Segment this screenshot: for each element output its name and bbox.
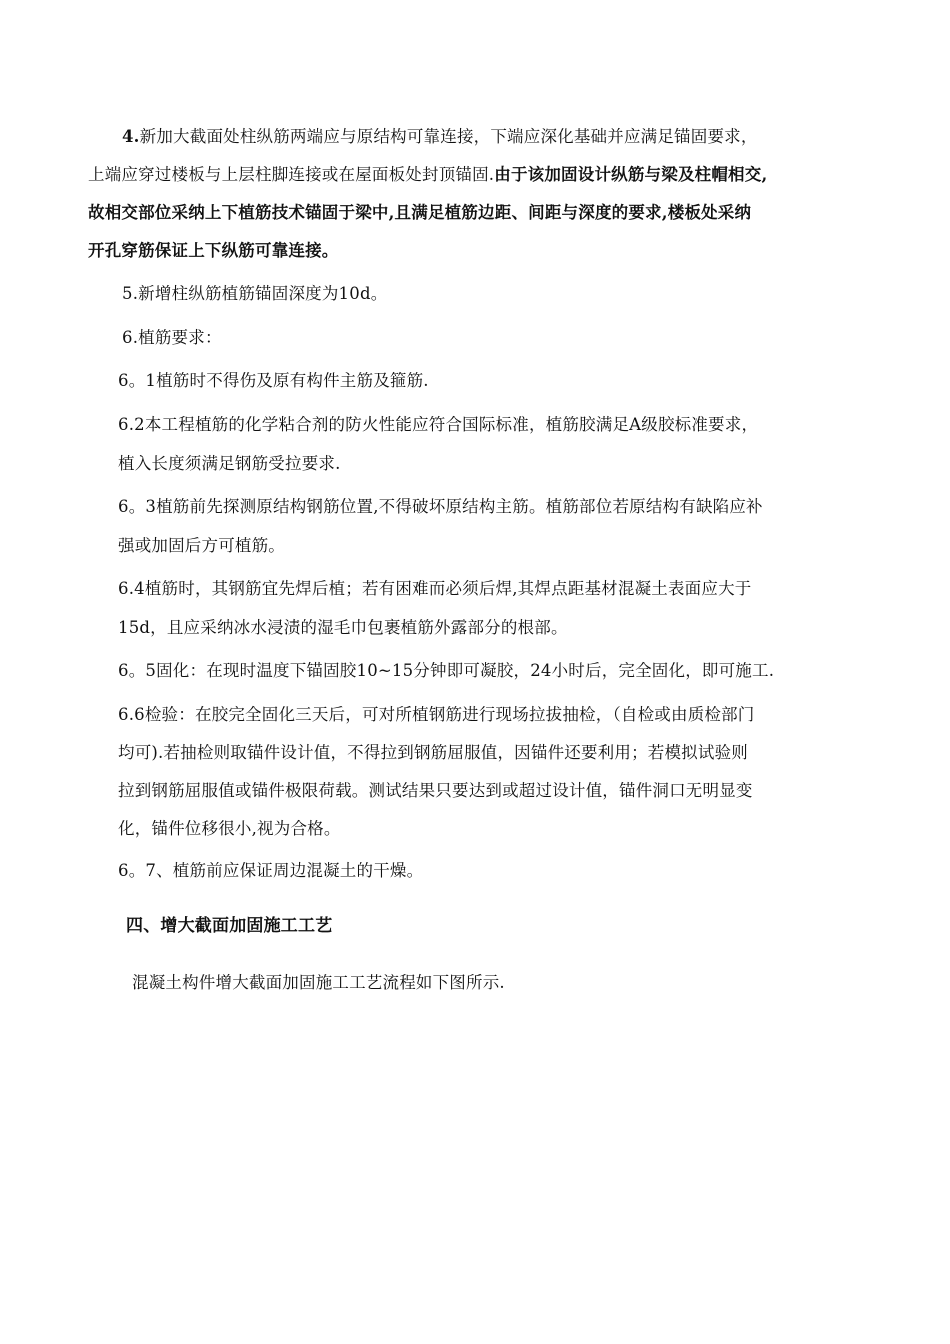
- item-4-line-2-normal: 上端应穿过楼板与上层柱脚连接或在屋面板处封顶锚固.: [88, 165, 495, 184]
- item-6-6-line-4: 化，锚件位移很小,视为合格。: [118, 819, 341, 838]
- item-6-2-line-1: 6.2本工程植筋的化学粘合剂的防火性能应符合国际标准，植筋胶满足A级胶标准要求，: [118, 415, 759, 434]
- item-4-line-3: 故相交部位采纳上下植筋技术锚固于梁中,且满足植筋边距、间距与深度的要求,楼板处采纳: [88, 203, 752, 222]
- item-6-3-line-2: 强或加固后方可植筋。: [118, 536, 285, 555]
- item-5: 5.新增柱纵筋植筋锚固深度为10d。: [122, 284, 388, 303]
- item-6-5: 6。5固化：在现时温度下锚固胶10~15分钟即可凝胶，24小时后，完全固化，即可施工.: [118, 661, 775, 680]
- item-4-line-2: [88, 164, 767, 186]
- item-6-2-line-2: 植入长度须满足钢筋受拉要求.: [118, 454, 341, 473]
- item-6-1: 6。1植筋时不得伤及原有构件主筋及箍筋.: [118, 371, 429, 390]
- item-6-3-line-1: 6。3植筋前先探测原结构钢筋位置,不得破坏原结构主筋。植筋部位若原结构有缺陷应补: [118, 497, 763, 516]
- item-6-4-line-1: 6.4植筋时，其钢筋宜先焊后植；若有困难而必须后焊,其焊点距基材混凝土表面应大于: [118, 579, 752, 598]
- item-4-line-4: 开孔穿筋保证上下纵筋可靠连接。: [88, 241, 339, 260]
- item-6-7: 6。7、植筋前应保证周边混凝土的干燥。: [118, 861, 424, 880]
- item-4-line-1-text: 新加大截面处柱纵筋两端应与原结构可靠连接，下端应深化基础并应满足锚固要求，: [139, 127, 758, 146]
- item-4-line-1: [122, 126, 758, 148]
- item-4-line-2-bold: 由于该加固设计纵筋与梁及柱帽相交,: [494, 165, 768, 184]
- section-4-heading: 四、增大截面加固施工工艺: [126, 916, 333, 936]
- item-4-number: 4.: [122, 127, 140, 146]
- item-6-title: 6.植筋要求：: [122, 328, 222, 347]
- item-6-4-line-2: 15d，且应采纳冰水浸渍的湿毛巾包裹植筋外露部分的根部。: [118, 618, 568, 637]
- item-6-6-line-3: 拉到钢筋屈服值或锚件极限荷载。测试结果只要达到或超过设计值，锚件洞口无明显变: [118, 781, 753, 800]
- section-4-intro: 混凝土构件增大截面加固施工工艺流程如下图所示.: [132, 973, 505, 992]
- item-6-6-line-1: 6.6检验：在胶完全固化三天后，可对所植钢筋进行现场拉拔抽检，（自检或由质检部门: [118, 705, 755, 724]
- item-6-6-line-2: 均可).若抽检则取锚件设计值，不得拉到钢筋屈服值，因锚件还要利用；若模拟试验则: [118, 743, 748, 762]
